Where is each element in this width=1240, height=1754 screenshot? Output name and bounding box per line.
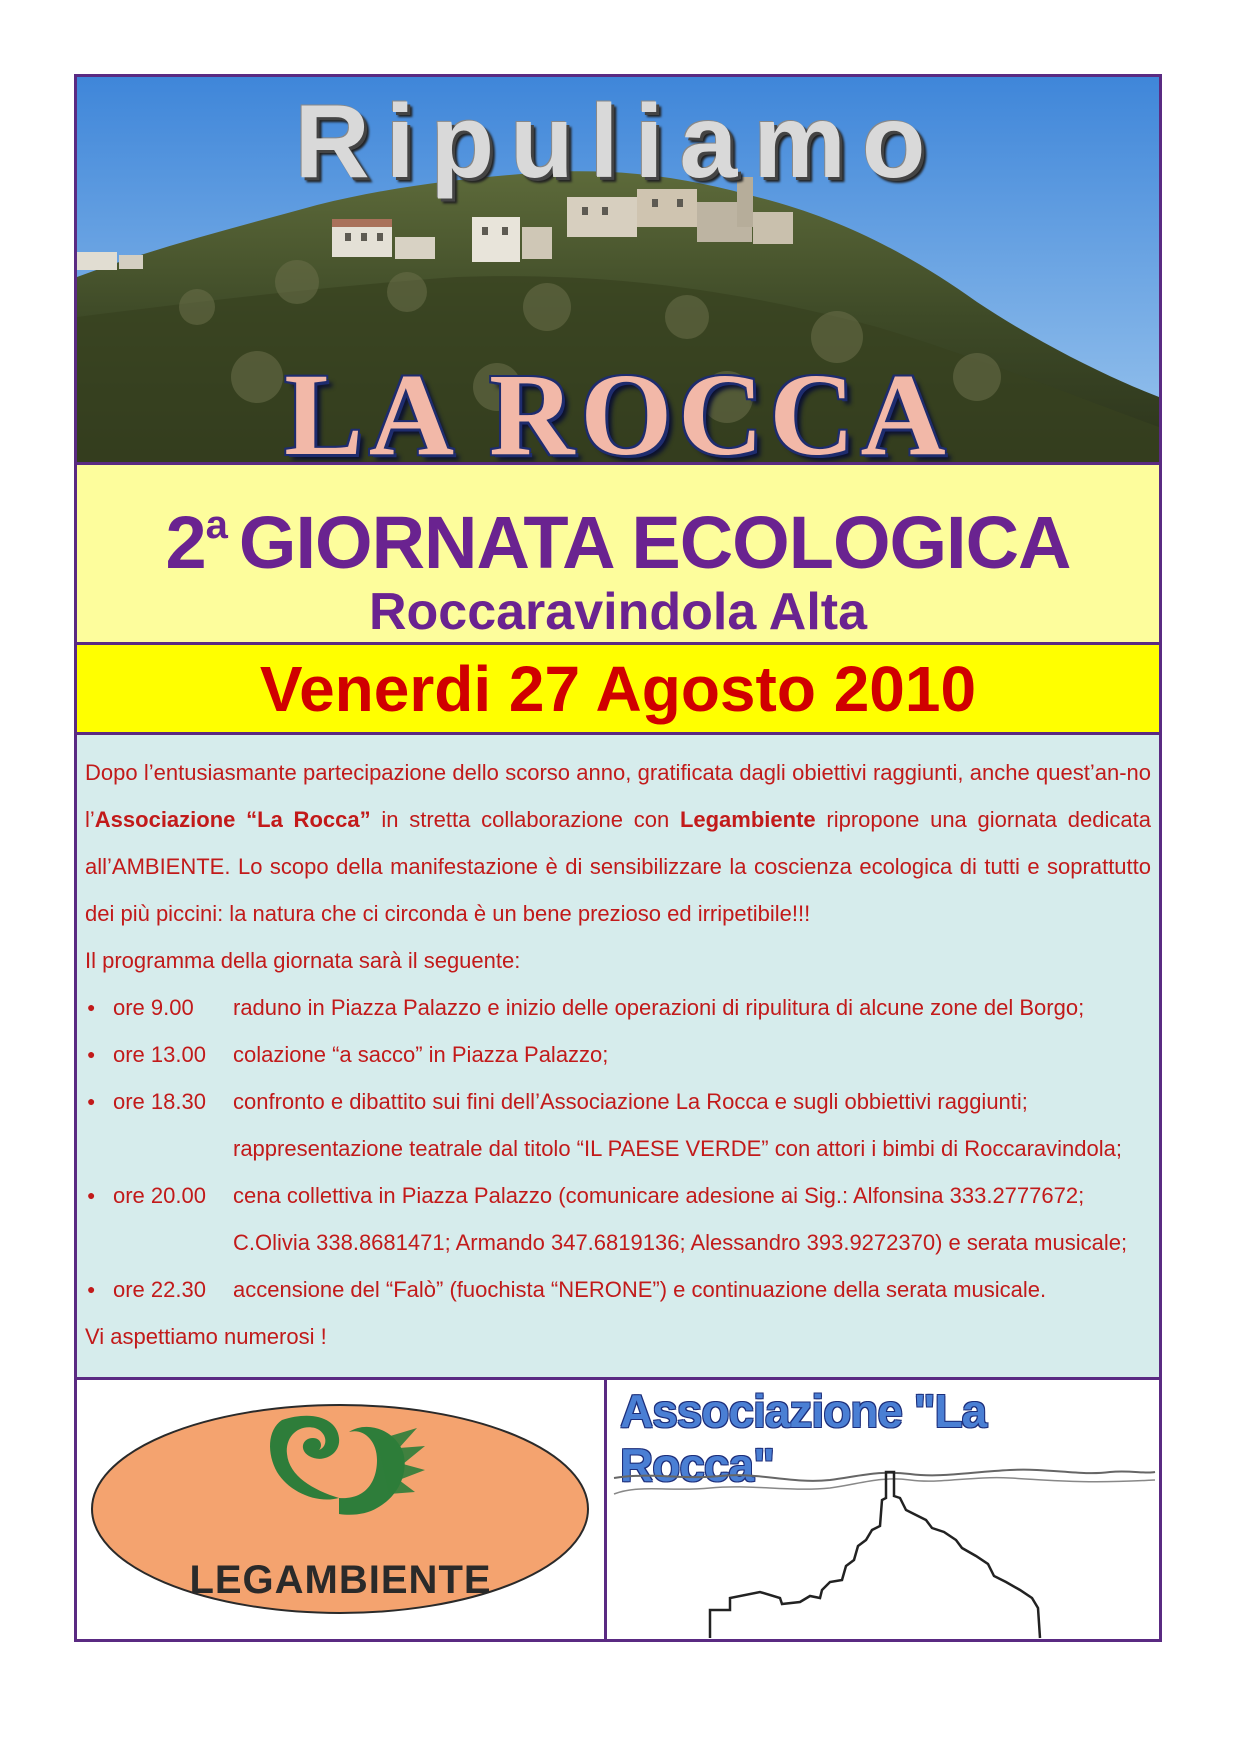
title-ripuliamo: Ripuliamo [294, 84, 942, 200]
edition-suffix: a [205, 503, 227, 547]
hero-photo [77, 77, 1159, 465]
intro-paragraph [85, 749, 1151, 937]
program-time: ore 22.30 [113, 1277, 206, 1302]
intro-text-a: Dopo l’entusiasmante partecipazione dello scorso anno, gratificata dagli obiettivi raggiunti, anche quest’an-no l’ [85, 760, 1151, 832]
association-wordmark: Associazione "La Rocca" [620, 1385, 987, 1491]
program-desc: accensione del “Falò” (fuochista “NERONE”) e continuazione della serata musicale. [233, 1277, 1047, 1302]
program-item-continued [85, 1125, 1151, 1172]
event-date: Venerdi 27 Agosto 2010 [77, 645, 1159, 735]
program-item [85, 1172, 1151, 1219]
program-item-continued [85, 1219, 1151, 1266]
program-time: ore 9.00 [113, 995, 194, 1020]
program-desc: rappresentazione teatrale dal titolo “IL PAESE VERDE” con attori i bimbi di Roccaravindola; [233, 1136, 1122, 1161]
bullet-icon: ● [87, 1093, 96, 1109]
intro-text-b: in stretta collaborazione con [370, 807, 680, 832]
legambiente-wordmark: LEGAMBIENTE [189, 1558, 492, 1602]
program-item [85, 1078, 1151, 1125]
title-la-rocca: LA ROCCA [284, 349, 952, 465]
closing-line: Vi aspettiamo numerosi ! [85, 1324, 327, 1349]
program-intro: Il programma della giornata sarà il seguente: [85, 948, 521, 973]
program-desc: raduno in Piazza Palazzo e inizio delle operazioni di ripulitura di alcune zone del Borgo; [233, 995, 1085, 1020]
program-item [85, 984, 1151, 1031]
edition-number: 2 [165, 501, 206, 584]
intro-text-c: ripropone una giornata dedicata all’AMBIENTE. Lo scopo della manifestazione è di sensibilizzare la coscienza ecologica di tutti e soprattutto dei più piccini: la natura che ci circonda è un bene prezioso ed irripetibile!!! [85, 807, 1151, 926]
program-item [85, 1266, 1151, 1313]
intro-org-name: Associazione “La Rocca” [94, 807, 371, 832]
program-time: ore 20.00 [113, 1183, 206, 1208]
program-time: ore 18.30 [113, 1089, 206, 1114]
program-desc: C.Olivia 338.8681471; Armando 347.6819136; Alessandro 393.9272370) e serata musicale; [233, 1230, 1128, 1255]
bullet-icon: ● [87, 1187, 96, 1203]
legambiente-logo-panel [77, 1380, 607, 1639]
event-place: Roccaravindola Alta [368, 583, 867, 641]
bullet-icon: ● [87, 1281, 96, 1297]
event-title [77, 485, 1159, 583]
event-name: GIORNATA ECOLOGICA [238, 501, 1071, 584]
event-description [77, 735, 1159, 1380]
rocca-skyline-icon [610, 1380, 1159, 1639]
program-desc: confronto e dibattito sui fini dell’Associazione La Rocca e sugli obbiettivi raggiunti; [233, 1089, 1028, 1114]
bullet-icon: ● [87, 999, 96, 1015]
program-desc: cena collettiva in Piazza Palazzo (comunicare adesione ai Sig.: Alfonsina 333.2777672; [233, 1183, 1085, 1208]
bullet-icon: ● [87, 1046, 96, 1062]
program-time: ore 13.00 [113, 1042, 206, 1067]
association-logo-panel [610, 1380, 1159, 1639]
program-desc: colazione “a sacco” in Piazza Palazzo; [233, 1042, 609, 1067]
program-item [85, 1031, 1151, 1078]
event-title-band [77, 465, 1159, 645]
intro-partner-name: Legambiente [679, 807, 816, 832]
